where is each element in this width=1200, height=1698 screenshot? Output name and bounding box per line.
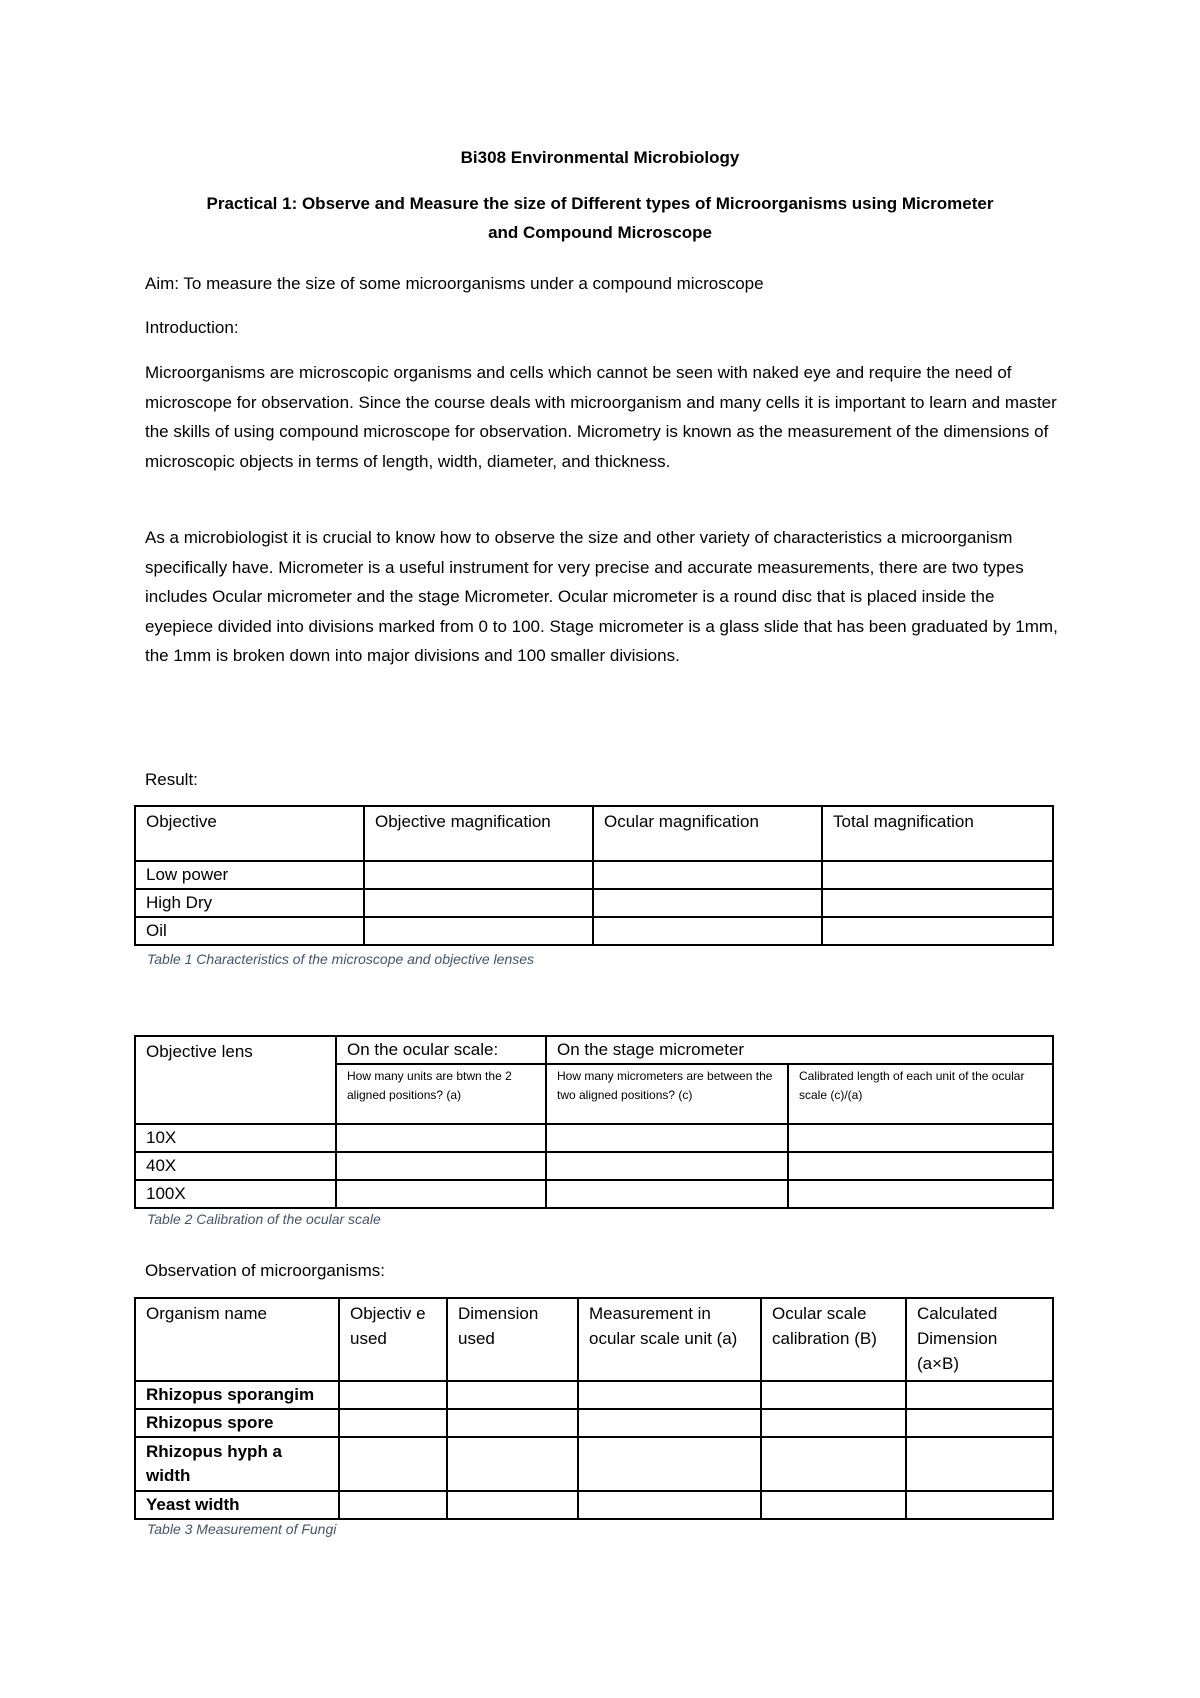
data-cell[interactable] [593, 861, 822, 889]
data-cell[interactable] [906, 1437, 1053, 1491]
practical-title-line2: and Compound Microscope [488, 223, 712, 242]
table-header-row [135, 1036, 1053, 1064]
header-cell: Calculated Dimension (a×B) [906, 1298, 1053, 1381]
course-title: Bi308 Environmental Microbiology [460, 148, 740, 167]
data-cell[interactable] [578, 1409, 761, 1437]
table-row [135, 1381, 1053, 1409]
data-cell[interactable] [447, 1381, 578, 1409]
table-row [135, 1152, 1053, 1180]
header-cell: Organism name [135, 1298, 339, 1381]
data-cell[interactable] [447, 1491, 578, 1519]
data-cell[interactable] [761, 1409, 906, 1437]
table-row [135, 1409, 1053, 1437]
introduction-heading: Introduction: [145, 318, 239, 337]
data-cell[interactable] [906, 1491, 1053, 1519]
data-cell[interactable] [447, 1437, 578, 1491]
data-cell[interactable] [822, 917, 1053, 945]
data-cell[interactable] [788, 1124, 1053, 1152]
header-cell: Measurement in ocular scale unit (a) [578, 1298, 761, 1381]
data-cell[interactable] [339, 1409, 447, 1437]
data-cell[interactable] [788, 1152, 1053, 1180]
table-row [135, 1437, 1053, 1491]
subheader-cell: How many units are btwn the 2 aligned positions? (a) [336, 1064, 546, 1124]
table-microscope-characteristics [134, 805, 1054, 946]
row-label: Yeast width [135, 1491, 339, 1519]
data-cell[interactable] [339, 1491, 447, 1519]
table-row [135, 917, 1053, 945]
data-cell[interactable] [364, 861, 593, 889]
row-label: 100X [135, 1180, 336, 1208]
subheader-cell: How many micrometers are between the two aligned positions? (c) [546, 1064, 788, 1124]
table-fungi-measurement [134, 1297, 1054, 1520]
data-cell[interactable] [546, 1180, 788, 1208]
aim-text: Aim: To measure the size of some microorganisms under a compound microscope [145, 274, 764, 293]
data-cell[interactable] [339, 1381, 447, 1409]
subheader-cell: Calibrated length of each unit of the ocular scale (c)/(a) [788, 1064, 1053, 1124]
row-label: Oil [135, 917, 364, 945]
header-cell: Objective magnification [364, 806, 593, 861]
table2-caption: Table 2 Calibration of the ocular scale [147, 1211, 381, 1227]
header-cell: Objective lens [135, 1036, 336, 1124]
observation-heading: Observation of microorganisms: [145, 1261, 385, 1280]
data-cell[interactable] [822, 861, 1053, 889]
header-cell: On the stage micrometer [546, 1036, 1053, 1064]
data-cell[interactable] [593, 917, 822, 945]
data-cell[interactable] [578, 1491, 761, 1519]
table-ocular-calibration [134, 1035, 1054, 1209]
data-cell[interactable] [364, 889, 593, 917]
data-cell[interactable] [578, 1381, 761, 1409]
data-cell[interactable] [788, 1180, 1053, 1208]
header-cell: Objective [135, 806, 364, 861]
data-cell[interactable] [761, 1437, 906, 1491]
data-cell[interactable] [761, 1491, 906, 1519]
data-cell[interactable] [546, 1124, 788, 1152]
row-label: High Dry [135, 889, 364, 917]
result-heading: Result: [145, 770, 198, 789]
table-row [135, 1491, 1053, 1519]
table-row [135, 1180, 1053, 1208]
header-cell: Dimension used [447, 1298, 578, 1381]
data-cell[interactable] [822, 889, 1053, 917]
row-label: Low power [135, 861, 364, 889]
table-header-row [135, 806, 1053, 861]
table-row [135, 1124, 1053, 1152]
row-label: Rhizopus sporangim [135, 1381, 339, 1409]
row-label: Rhizopus hyph a width [135, 1437, 339, 1491]
data-cell[interactable] [546, 1152, 788, 1180]
data-cell[interactable] [364, 917, 593, 945]
row-label: Rhizopus spore [135, 1409, 339, 1437]
row-label: 10X [135, 1124, 336, 1152]
intro-paragraph-2: As a microbiologist it is crucial to know how to observe the size and other variety of characteristics a microorganism specifically have. Micrometer is a useful instrument for very precise and accurate measurements, there are two types includes Ocular micrometer and the stage Micrometer. Ocular micrometer is a round disc that is placed inside the eyepiece divided into divisions marked from 0 to 100. Stage micrometer is a glass slide that has been graduated by 1mm, the 1mm is broken down into major divisions and 100 smaller divisions. [145, 528, 1058, 665]
data-cell[interactable] [447, 1409, 578, 1437]
practical-title-line1: Practical 1: Observe and Measure the size of Different types of Microorganisms using Micrometer [206, 194, 994, 213]
intro-paragraph-1: Microorganisms are microscopic organisms and cells which cannot be seen with naked eye and require the need of microscope for observation. Since the course deals with microorganism and many cells it is important to learn and master the skills of using compound microscope for observation. Micrometry is known as the measurement of the dimensions of microscopic objects in terms of length, width, diameter, and thickness. [145, 363, 1057, 471]
header-cell: Ocular scale calibration (B) [761, 1298, 906, 1381]
table-row [135, 889, 1053, 917]
data-cell[interactable] [593, 889, 822, 917]
data-cell[interactable] [336, 1152, 546, 1180]
data-cell[interactable] [339, 1437, 447, 1491]
table3-caption: Table 3 Measurement of Fungi [147, 1521, 337, 1537]
data-cell[interactable] [761, 1381, 906, 1409]
data-cell[interactable] [336, 1180, 546, 1208]
data-cell[interactable] [336, 1124, 546, 1152]
table-row [135, 861, 1053, 889]
header-cell: Ocular magnification [593, 806, 822, 861]
row-label: 40X [135, 1152, 336, 1180]
table1-caption: Table 1 Characteristics of the microscope and objective lenses [147, 951, 535, 967]
header-cell: Objectiv e used [339, 1298, 447, 1381]
header-cell: Total magnification [822, 806, 1053, 861]
data-cell[interactable] [906, 1381, 1053, 1409]
header-cell: On the ocular scale: [336, 1036, 546, 1064]
data-cell[interactable] [578, 1437, 761, 1491]
data-cell[interactable] [906, 1409, 1053, 1437]
table-header-row [135, 1298, 1053, 1381]
